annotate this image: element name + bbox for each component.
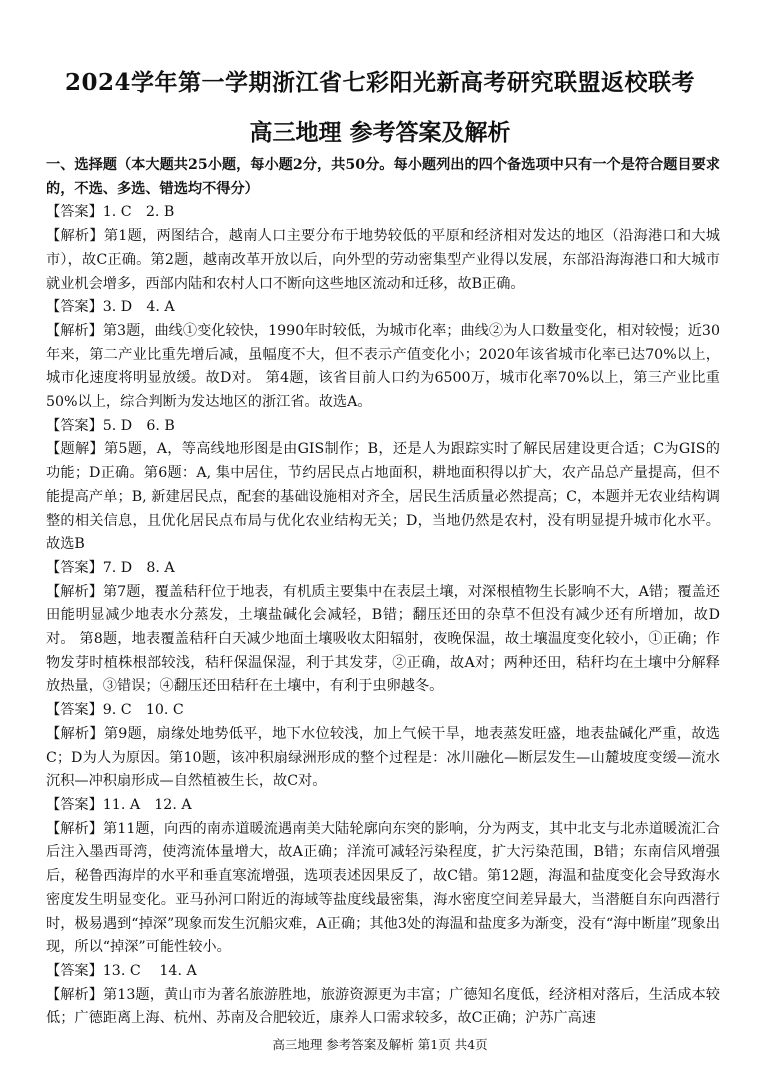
block-text: 9. C 10. C (102, 702, 184, 719)
block-tag: 【解析】 (46, 583, 103, 600)
block-text: 13. C 14. A (102, 962, 197, 979)
block-tag: 【题解】 (46, 441, 104, 458)
block-tag: 【解析】 (46, 322, 103, 339)
section-heading: 一、选择题（本大题共25小题，每小题2分，共50分。每小题列出的四个备选项中只有一个是符合题目要求的，不选、多选、错选均不得分） (46, 157, 720, 197)
block-text: 1. C 2. B (102, 204, 175, 221)
document-subtitle: 高三地理 参考答案及解析 (249, 119, 511, 146)
answer-block (46, 960, 720, 984)
explanation-block (46, 581, 720, 700)
block-tag: 【答案】 (46, 962, 103, 979)
explanation-block (46, 984, 720, 1031)
block-text: 第9题，扇缘处地势低平，地下水位较浅，加上气候干旱，地表蒸发旺盛，地表盐碱化严重，故选C；D为人为原因。第10题，该冲积扇绿洲形成的整个过程是：冰川融化—断层发生—山麓坡度变缓—流水沉积—冲积扇形成—自然植被生长，故C对。 (46, 725, 720, 790)
document-body (46, 154, 720, 1031)
explanation-block (46, 438, 720, 557)
block-text: 7. D 8. A (102, 559, 175, 576)
block-tag: 【答案】 (46, 417, 103, 434)
block-text: 第11题，向西的南赤道暖流遇南美大陆轮廓向东突的影响，分为两支，其中北支与北赤道暖流汇合后注入墨西哥湾，使湾流体量增大，故A正确；洋流可减轻污染程度，扩大污染范围，B错；东南信风增强后，秘鲁西海岸的水平和垂直寒流增强，选项表述因果反了，故C错。第12题，海温和盐度变化会导致海水密度发生明显变化。亚马孙河口附近的海域等盐度线最密集，海水密度空间差异最大，当潜艇自东向西潜行时，极易遇到“掉深”现象而发生沉船灾难，A正确；其他3处的海温和盐度多为渐变，没有“海中断崖”现象出现，所以“掉深”可能性较小。 (46, 820, 720, 956)
block-tag: 【答案】 (46, 702, 103, 719)
answer-block (46, 794, 720, 818)
block-text: 第5题，A，等高线地形图是由GIS制作；B，还是人为跟踪实时了解民居建设更合适；C为GIS的功能；D正确。第6题：A, 集中居住，节约居民点占地面积，耕地面积得以扩大，农产品总产量提高，但不能提高产单；B, 新建居民点，配套的基础设施相对齐全，居民生活质量必然提高；C，本题并无农业结构调整的相关信息，且优化居民点布局与优化农业结构无关；D，当地仍然是农村，没有明显提升城市化水平。故选B (46, 441, 720, 553)
block-text: 11. A 12. A (102, 796, 192, 813)
answer-block (46, 557, 720, 581)
block-text: 第13题，黄山市为著名旅游胜地，旅游资源更为丰富；广德知名度低，经济相对落后，生活成本较低；广德距离上海、杭州、苏南及合肥较近，康养人口需求较多，故C正确；沪苏广高速 (46, 986, 720, 1027)
block-tag: 【解析】 (46, 986, 104, 1003)
block-text: 第7题，覆盖秸秆位于地表，有机质主要集中在表层土壤，对深根植物生长影响不大，A错；覆盖还田能明显减少地表水分蒸发，土壤盐碱化会减轻，B错；翻压还田的杂草不但没有减少还有所增加，故D对。 第8题，地表覆盖秸秆白天减少地面土壤吸收太阳辐射，夜晚保温，故土壤温度变化较小，①正确；作物发芽时植株根部较浅，秸秆保温保湿，利于其发芽，②正确，故A对；两种还田，秸秆均在土壤中分解释放热量，③错误；④翻压还田秸秆在土壤中，有利于虫卵越冬。 (46, 583, 720, 695)
document-title: 2024学年第一学期浙江省七彩阳光新高考研究联盟返校联考 (64, 69, 695, 96)
block-tag: 【解析】 (46, 228, 104, 245)
explanation-block (46, 320, 720, 415)
explanation-block (46, 225, 720, 296)
block-tag: 【答案】 (46, 559, 103, 576)
block-text: 3. D 4. A (102, 299, 175, 316)
block-text: 5. D 6. B (102, 417, 175, 434)
page-footer: 高三地理 参考答案及解析 第1页 共4页 (272, 1037, 488, 1052)
block-tag: 【答案】 (46, 204, 103, 221)
block-tag: 【答案】 (46, 796, 103, 813)
block-tag: 【解析】 (46, 725, 104, 742)
answer-block (46, 415, 720, 439)
explanation-block (46, 723, 720, 794)
answer-block (46, 296, 720, 320)
block-tag: 【解析】 (46, 820, 104, 837)
explanation-block (46, 818, 720, 960)
answer-block (46, 201, 720, 225)
block-text: 第1题，两图结合，越南人口主要分布于地势较低的平原和经济相对发达的地区（沿海港口和大城市），故C正确。第2题，越南改革开放以后，向外型的劳动密集型产业得以发展，东部沿海海港口和大城市就业机会增多，西部内陆和农村人口不断向这些地区流动和迁移，故B正确。 (46, 228, 720, 292)
answer-block (46, 699, 720, 723)
block-tag: 【答案】 (46, 299, 103, 316)
block-text: 第3题，曲线①变化较快，1990年时较低，为城市化率；曲线②为人口数量变化，相对较慢；近30年来，第二产业比重先增后减，虽幅度不大，但不表示产值变化小；2020年该省城市化率已达70%以上，城市化速度将明显放缓。故D对。 第4题，该省目前人口约为6500万，城市化率70%以上，第三产业比重50%以上，综合判断为发达地区的浙江省。故选A。 (46, 322, 720, 411)
